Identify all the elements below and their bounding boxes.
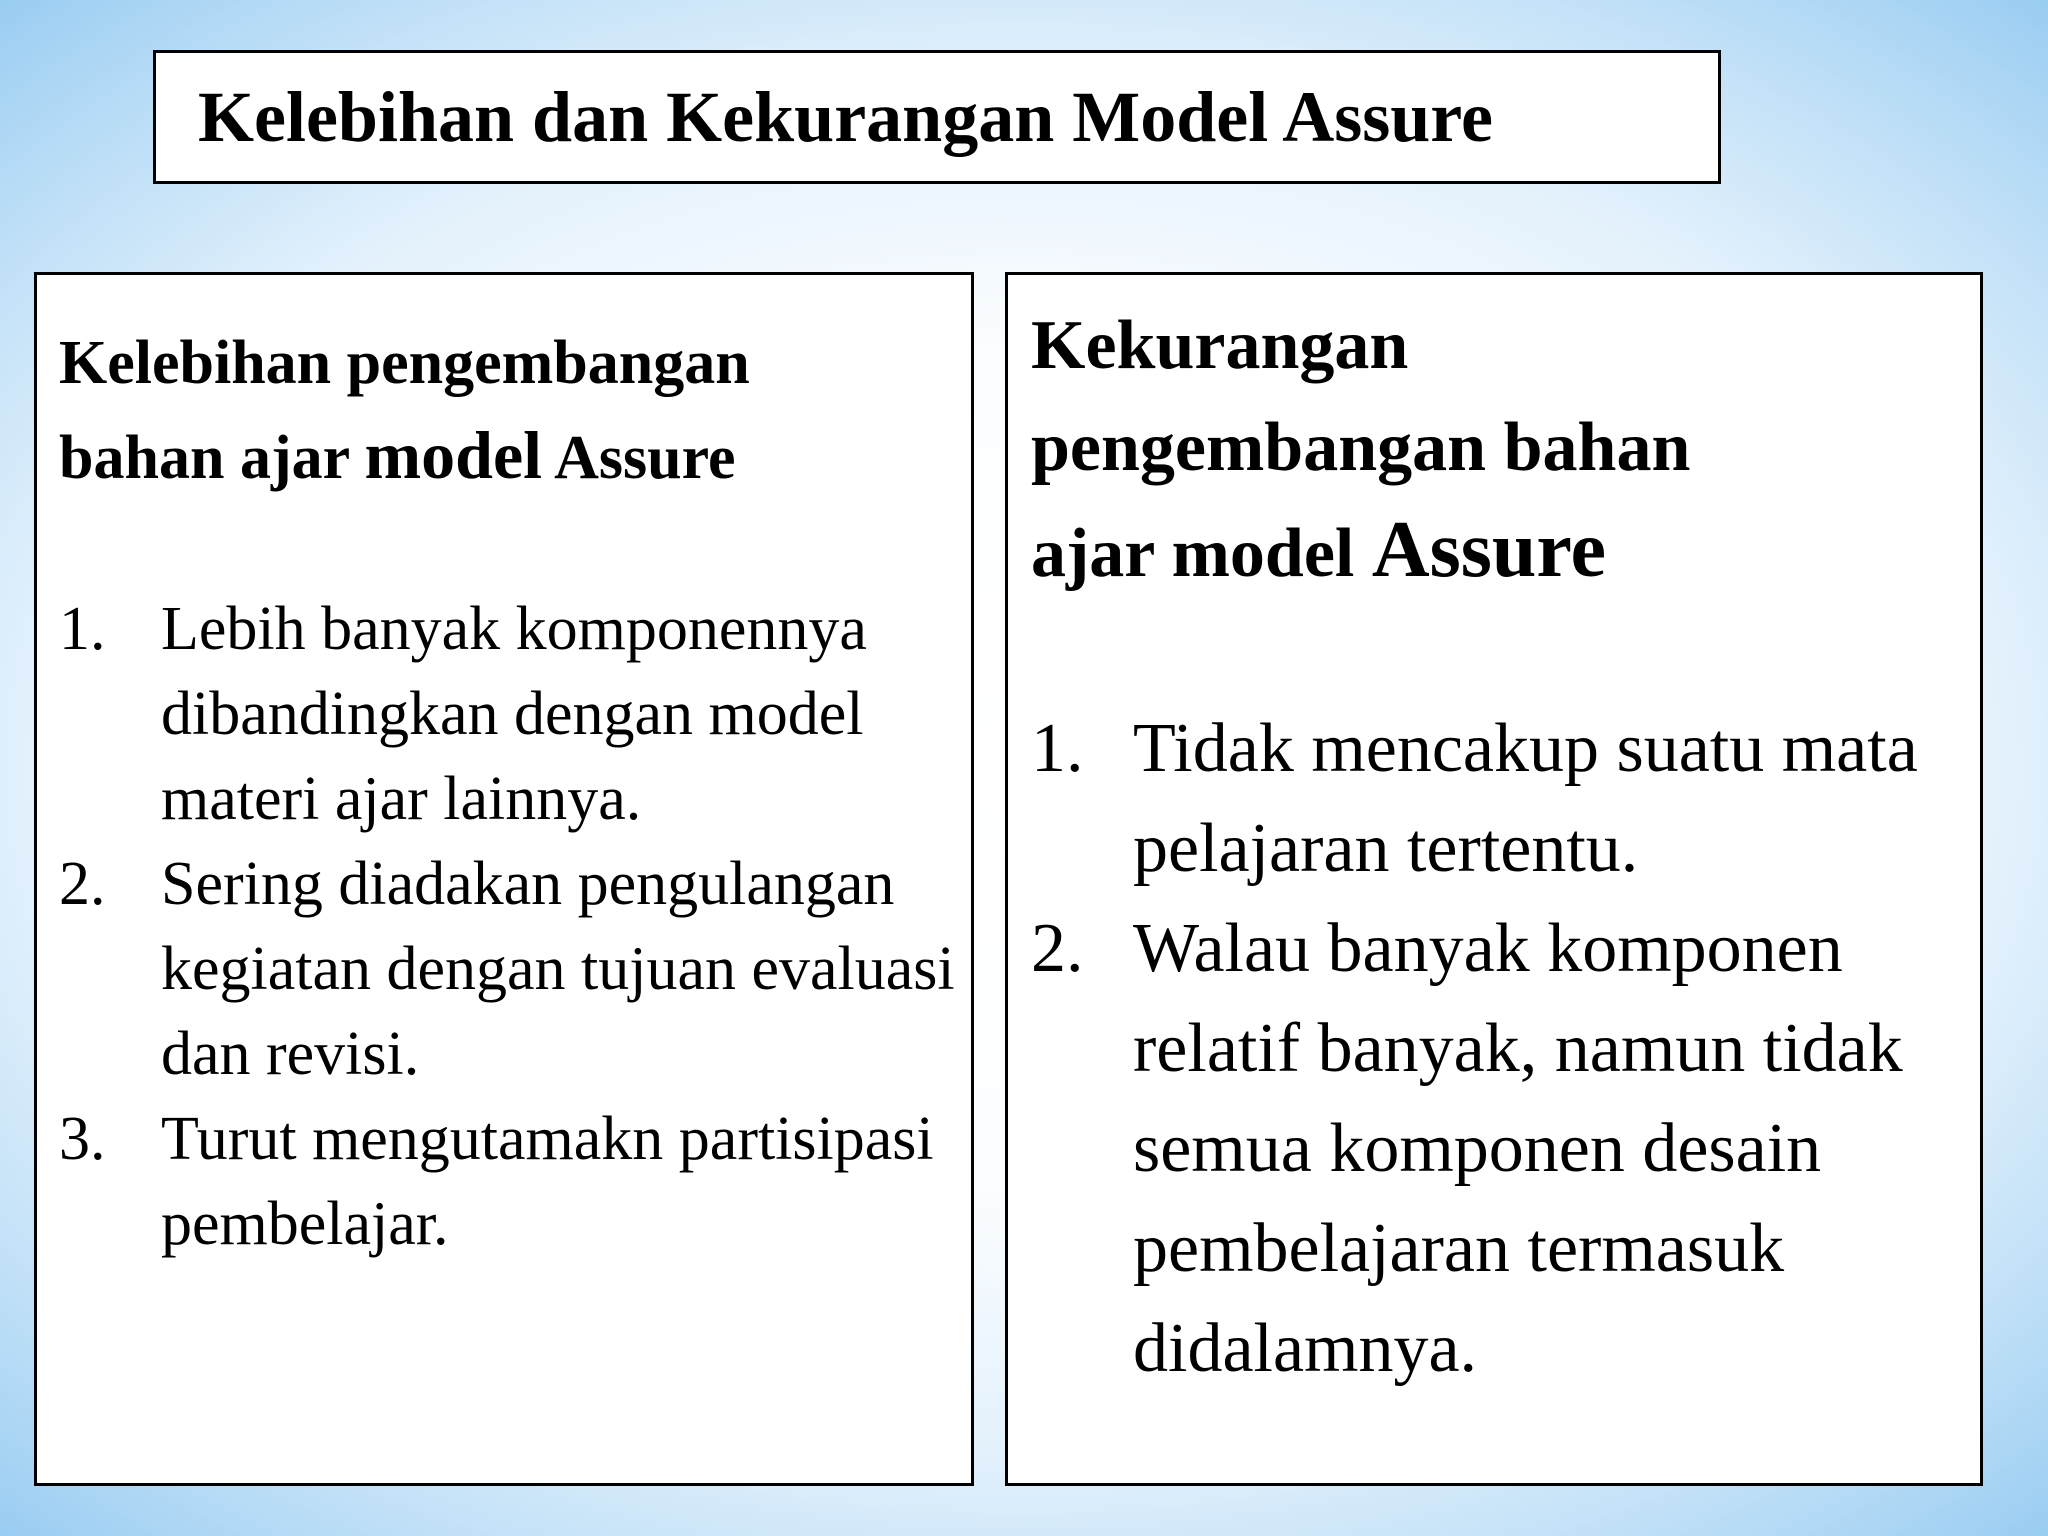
list-item-text: Walau banyak komponen relatif banyak, namun tidak semua komponen desain pembelajaran termasuk didalamnya.: [1133, 910, 1903, 1387]
disadvantages-heading-line2: pengembangan bahan: [1031, 409, 1691, 486]
list-item-number: 3.: [59, 1105, 106, 1173]
disadvantages-list: [1031, 699, 1971, 1399]
disadvantages-heading: [1031, 295, 1690, 605]
list-item-text: Sering diadakan pengulangan kegiatan dengan tujuan evaluasi dan revisi.: [161, 850, 955, 1088]
list-item-number: 2.: [1031, 910, 1084, 987]
advantages-heading-line1: Kelebihan pengembangan: [59, 329, 750, 397]
disadvantages-heading-line3a: ajar model: [1031, 515, 1372, 592]
list-item: [1031, 699, 1971, 899]
list-item-number: 1.: [1031, 710, 1084, 787]
list-item-text: Tidak mencakup suatu mata pelajaran tertentu.: [1133, 710, 1918, 887]
disadvantages-heading-line1: Kekurangan: [1031, 307, 1409, 384]
list-item-number: 1.: [59, 595, 106, 663]
list-item: [59, 842, 959, 1097]
advantages-heading-line2b: model: [364, 417, 543, 493]
list-item-number: 2.: [59, 850, 106, 918]
list-item: [59, 1097, 959, 1267]
advantages-heading-line2c: Assure: [542, 424, 736, 492]
list-item: [59, 587, 959, 842]
list-item-text: Lebih banyak komponennya dibandingkan dengan model materi ajar lainnya.: [161, 595, 867, 833]
list-item: [1031, 899, 1971, 1399]
advantages-panel: [34, 272, 974, 1486]
disadvantages-panel: [1005, 272, 1983, 1486]
disadvantages-heading-line3b: Assure: [1371, 506, 1606, 594]
title-box: [153, 50, 1721, 184]
slide-title: Kelebihan dan Kekurangan Model Assure: [198, 77, 1493, 157]
advantages-heading: [59, 317, 750, 504]
advantages-list: [59, 587, 959, 1267]
list-item-text: Turut mengutamakn partisipasi pembelajar.: [161, 1105, 934, 1258]
advantages-heading-line2a: bahan ajar: [59, 424, 365, 492]
